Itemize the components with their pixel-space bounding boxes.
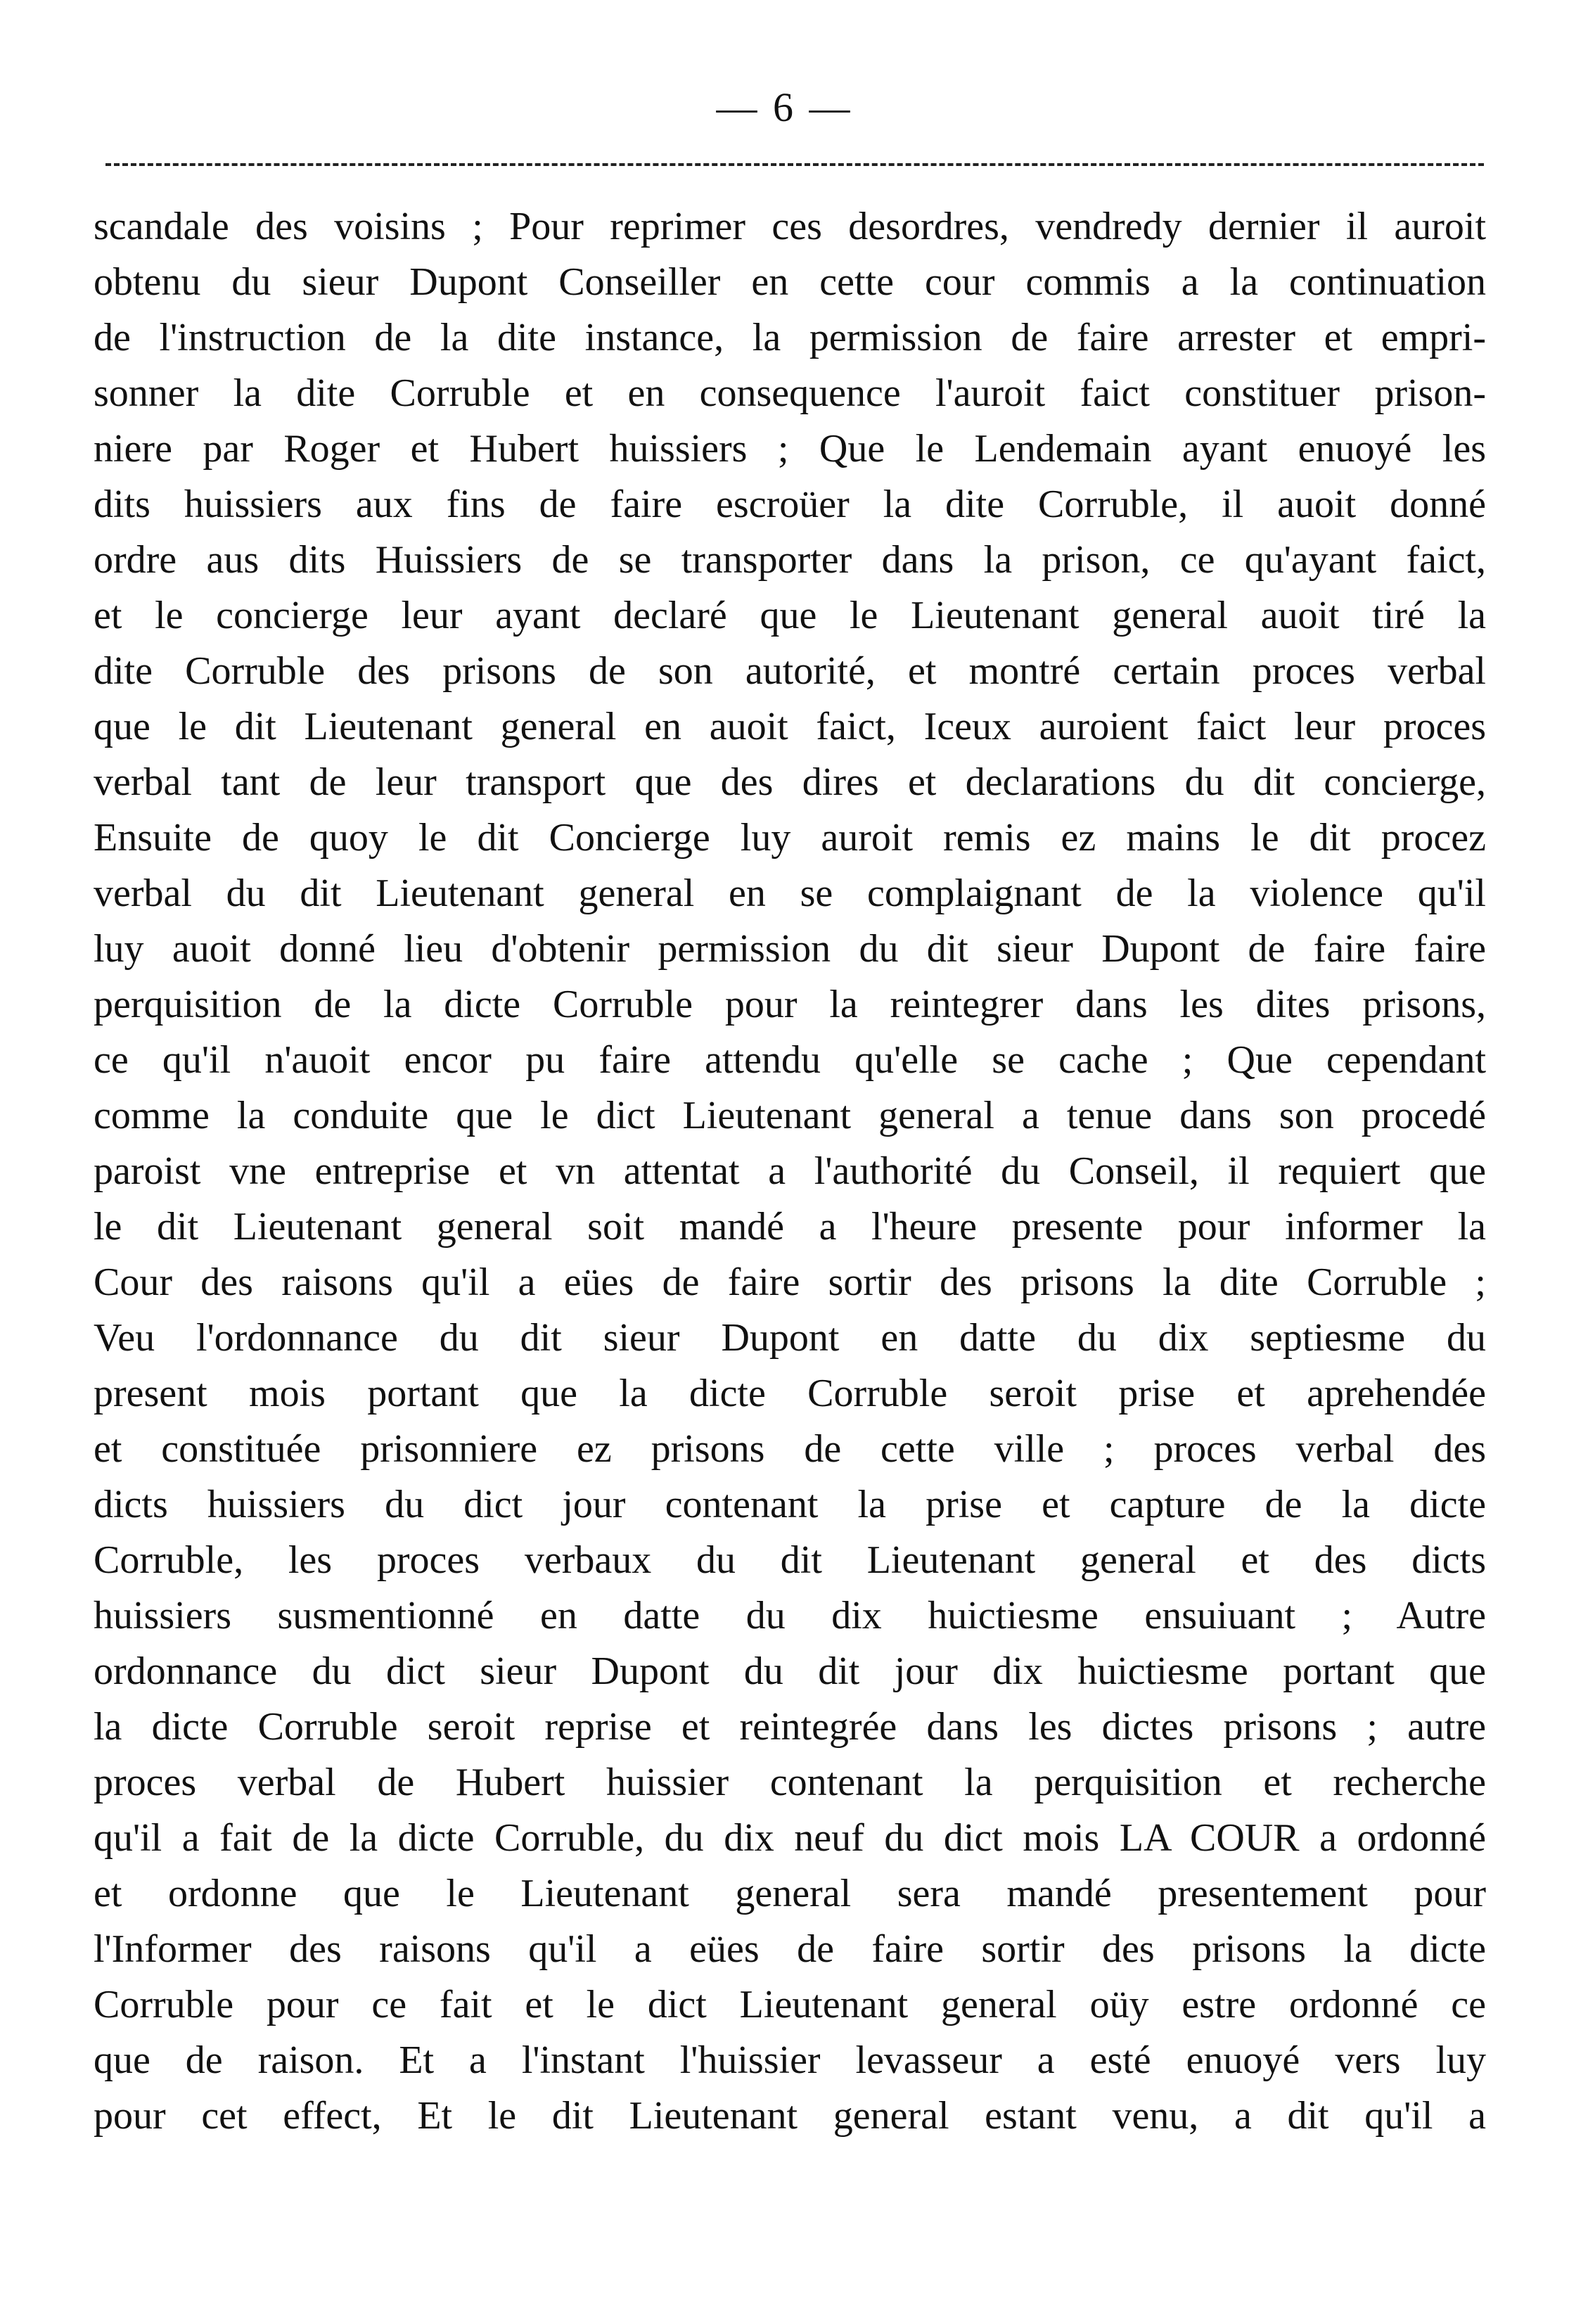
text-line: ordonnance du dict sieur Dupont du dit jour dix huictiesme portant que: [94, 1649, 1486, 1693]
text-line: perquisition de la dicte Corruble pour la reintegrer dans les dites prisons,: [94, 983, 1486, 1026]
text-line: le dit Lieutenant general soit mandé a l'heure presente pour informer la: [94, 1205, 1486, 1249]
text-line: obtenu du sieur Dupont Conseiller en cette cour commis a la continuation: [94, 260, 1486, 304]
text-line: Ensuite de quoy le dit Concierge luy auroit remis ez mains le dit procez: [94, 816, 1486, 860]
text-line: l'Informer des raisons qu'il a eües de faire sortir des prisons la dicte: [94, 1927, 1486, 1971]
text-line: Veu l'ordonnance du dit sieur Dupont en datte du dix septiesme du: [94, 1316, 1486, 1360]
text-line: de l'instruction de la dite instance, la permission de faire arrester et empri-: [94, 316, 1486, 359]
text-line: present mois portant que la dicte Corruble seroit prise et aprehendée: [94, 1372, 1486, 1415]
text-line: huissiers susmentionné en datte du dix huictiesme ensuiuant ; Autre: [94, 1594, 1486, 1637]
text-line: et ordonne que le Lieutenant general sera mandé presentement pour: [94, 1872, 1486, 1915]
text-line: proces verbal de Hubert huissier contenant la perquisition et recherche: [94, 1761, 1486, 1804]
text-line: que de raison. Et a l'instant l'huissier levasseur a esté enuoyé vers luy: [94, 2038, 1486, 2082]
text-line: Corruble, les proces verbaux du dit Lieutenant general et des dicts: [94, 1538, 1486, 1582]
text-line: Cour des raisons qu'il a eües de faire sortir des prisons la dite Corruble ;: [94, 1260, 1486, 1304]
text-line: dite Corruble des prisons de son autorité, et montré certain proces verbal: [94, 649, 1486, 693]
text-line: comme la conduite que le dict Lieutenant general a tenue dans son procedé: [94, 1094, 1486, 1137]
text-line: et le concierge leur ayant declaré que le Lieutenant general auoit tiré la: [94, 594, 1486, 637]
text-line: dits huissiers aux fins de faire escroüer la dite Corruble, il auoit donné: [94, 483, 1486, 526]
text-line: la dicte Corruble seroit reprise et reintegrée dans les dictes prisons ; autre: [94, 1705, 1486, 1749]
text-line: que le dit Lieutenant general en auoit faict, Iceux auroient faict leur proces: [94, 705, 1486, 748]
text-line: ordre aus dits Huissiers de se transporter dans la prison, ce qu'ayant faict,: [94, 538, 1486, 582]
text-line: scandale des voisins ; Pour reprimer ces desordres, vendredy dernier il auroit: [94, 205, 1486, 248]
text-line: niere par Roger et Hubert huissiers ; Que le Lendemain ayant enuoyé les: [94, 427, 1486, 471]
text-line: paroist vne entreprise et vn attentat a l'authorité du Conseil, il requiert que: [94, 1149, 1486, 1193]
text-line: luy auoit donné lieu d'obtenir permission du dit sieur Dupont de faire faire: [94, 927, 1486, 971]
text-line: verbal du dit Lieutenant general en se complaignant de la violence qu'il: [94, 872, 1486, 915]
header-rule: [105, 163, 1484, 166]
text-line: Corruble pour ce fait et le dict Lieutenant general oüy estre ordonné ce: [94, 1983, 1486, 2026]
text-line: pour cet effect, Et le dit Lieutenant general estant venu, a dit qu'il a: [94, 2094, 1486, 2138]
page-number: — 6 —: [716, 84, 853, 130]
text-line: et constituée prisonniere ez prisons de cette ville ; proces verbal des: [94, 1427, 1486, 1471]
text-line: sonner la dite Corruble et en consequence l'auroit faict constituer prison-: [94, 371, 1486, 415]
text-line: qu'il a fait de la dicte Corruble, du dix neuf du dict mois LA COUR a ordonné: [94, 1816, 1486, 1860]
text-line: verbal tant de leur transport que des dires et declarations du dit concierge,: [94, 760, 1486, 804]
text-line: dicts huissiers du dict jour contenant la prise et capture de la dicte: [94, 1483, 1486, 1526]
text-line: ce qu'il n'auoit encor pu faire attendu qu'elle se cache ; Que cependant: [94, 1038, 1486, 1082]
body-text: [94, 199, 1486, 2144]
